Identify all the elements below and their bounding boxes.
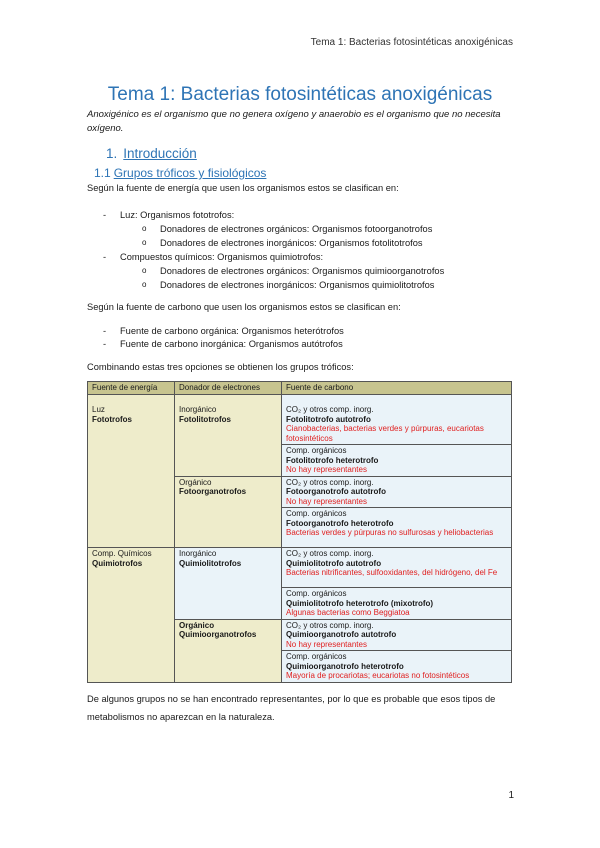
table-row [88, 548, 512, 588]
group-examples: No hay representantes [286, 639, 367, 649]
donor-cell [175, 476, 282, 548]
energy-source: Comp. Químicos [92, 549, 152, 558]
group-examples: Algunas bacterias como Beggiatoa [286, 608, 410, 617]
group-name: Quimiolitotrofo autotrofo [286, 558, 382, 568]
section-label: Introducción [123, 146, 197, 161]
carbon-source: Comp. orgánicos [286, 589, 347, 598]
list-item: - Fuente de carbono inorgánica: Organismos autótrofos [103, 339, 343, 349]
energy-group: Fototrofos [92, 414, 132, 424]
energy-cell-light [88, 395, 175, 548]
group-examples: No hay representantes [286, 465, 367, 474]
donor-group: Fotolitotrofos [179, 414, 231, 424]
paragraph-carbon: Según la fuente de carbono que usen los organismos estos se clasifican en: [87, 302, 401, 312]
table-row [88, 395, 512, 445]
list-subitem: o Donadores de electrones orgánicos: Organismos fotoorganotrofos [142, 224, 433, 234]
paragraph-combine: Combinando estas tres opciones se obtienen los grupos tróficos: [87, 362, 354, 372]
page-number: 1 [508, 790, 514, 801]
group-name: Quimiolitotrofo heterotrofo (mixotrofo) [286, 598, 434, 608]
carbon-source: CO₂ y otros comp. inorg. [286, 620, 374, 630]
carbon-cell [282, 651, 512, 683]
donor-type: Orgánico [179, 477, 212, 487]
group-name: Quimioorganotrofo autotrofo [286, 630, 397, 639]
energy-group: Quimiotrofos [92, 558, 143, 568]
donor-group: Quimioorganotrofos [179, 630, 257, 639]
list-item: - Compuestos químicos: Organismos quimiotrofos: [103, 252, 324, 262]
carbon-source: Comp. orgánicos [286, 509, 347, 518]
group-examples: Bacterias verdes y púrpuras no sulfurosas y heliobacterias [286, 528, 494, 537]
list-subitem: o Donadores de electrones inorgánicos: Organismos quimiolitotrofos [142, 280, 435, 290]
carbon-cell [282, 619, 512, 651]
donor-group: Quimiolitotrofos [179, 558, 242, 568]
page-header: Tema 1: Bacterias fotosintéticas anoxigénicas [310, 37, 513, 48]
donor-type: Orgánico [179, 620, 215, 630]
group-name: Fotolitotrofo autotrofo [286, 414, 371, 424]
list-item: - Fuente de carbono orgánica: Organismos heterótrofos [103, 326, 344, 336]
subsection-heading [94, 166, 266, 180]
donor-cell [175, 548, 282, 620]
section-heading [106, 146, 197, 161]
document-title: Tema 1: Bacterias fotosintéticas anoxigénicas [107, 84, 493, 105]
donor-cell [175, 395, 282, 477]
carbon-cell [282, 476, 512, 508]
subsection-label: Grupos tróficos y fisiológicos [113, 166, 267, 180]
trophic-groups-table [87, 381, 512, 683]
group-name: Fotoorganotrofo autotrofo [286, 487, 386, 496]
paragraph-final: De algunos grupos no se han encontrado representantes, por lo que es probable que esos tipos de metabolismos no aparezcan en la naturaleza. [87, 694, 496, 722]
energy-cell-chem [88, 548, 175, 683]
list-subitem: o Donadores de electrones inorgánicos: Organismos fotolitotrofos [142, 238, 423, 248]
paragraph-energy: Según la fuente de energía que usen los organismos estos se clasifican en: [87, 183, 399, 193]
definition-paragraph: Anoxigénico es el organismo que no genera oxígeno y anaerobio es el organismo que no necesita oxígeno. [87, 109, 501, 134]
section-number: 1. [106, 146, 118, 161]
subsection-number: 1.1 [94, 166, 111, 180]
group-name: Fotoorganotrofo heterotrofo [286, 518, 394, 528]
donor-group: Fotoorganotrofos [179, 487, 247, 496]
carbon-source: Comp. orgánicos [286, 446, 347, 455]
list-item: - Luz: Organismos fototrofos: [103, 210, 235, 220]
carbon-cell [282, 548, 512, 588]
energy-source: Luz [92, 405, 105, 414]
group-examples: No hay representantes [286, 496, 367, 506]
carbon-source: CO₂ y otros comp. inorg. [286, 477, 374, 487]
carbon-cell [282, 588, 512, 620]
table-header: Fuente de carbono [282, 382, 512, 395]
carbon-source: CO₂ y otros comp. inorg. [286, 405, 374, 414]
table-header-row [88, 382, 512, 395]
group-examples: Cianobacterias, bacterias verdes y púrpuras, eucariotas fotosintéticos [286, 424, 484, 443]
group-name: Fotolitotrofo heterotrofo [286, 455, 379, 465]
carbon-cell [282, 445, 512, 477]
group-examples: Bacterias nitrificantes, sulfooxidantes, del hidrógeno, del Fe [286, 568, 498, 577]
donor-type: Inorgánico [179, 405, 217, 414]
table-header: Donador de electrones [175, 382, 282, 395]
carbon-source: CO₂ y otros comp. inorg. [286, 549, 374, 558]
donor-type: Inorgánico [179, 549, 217, 558]
list-subitem: o Donadores de electrones orgánicos: Organismos quimioorganotrofos [142, 266, 445, 276]
group-name: Quimioorganotrofo heterotrofo [286, 661, 404, 671]
carbon-source: Comp. orgánicos [286, 652, 347, 661]
carbon-cell [282, 395, 512, 445]
group-examples: Mayoría de procariotas; eucariotas no fotosintéticos [286, 671, 470, 680]
table-header: Fuente de energía [88, 382, 175, 395]
carbon-cell [282, 508, 512, 548]
donor-cell [175, 619, 282, 682]
